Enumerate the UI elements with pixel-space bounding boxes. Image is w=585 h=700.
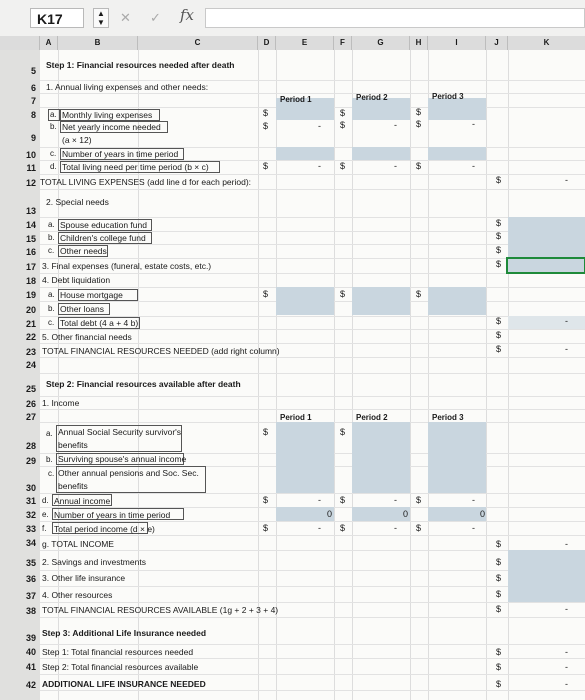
dollar-sign: $	[496, 245, 502, 255]
col-header-f[interactable]: F	[334, 36, 352, 50]
period2-label: Period 2	[356, 93, 388, 102]
input-cell[interactable]	[428, 507, 486, 521]
col-header-i[interactable]: I	[428, 36, 486, 50]
row-header-30[interactable]: 30	[25, 483, 36, 493]
total-debt-label: Total debt (4 a + 4 b)	[60, 318, 139, 328]
total-resources-available-label: TOTAL FINANCIAL RESOURCES AVAILABLE (1g + 2 + 3 + 4)	[42, 605, 279, 615]
letter: f.	[42, 524, 47, 533]
dash-value: -	[565, 679, 568, 689]
college-fund-label: Children's college fund	[60, 233, 146, 243]
letter: c.	[48, 469, 55, 478]
dash-value: -	[472, 161, 475, 171]
input-cell[interactable]	[508, 316, 585, 329]
zero-value: 0	[327, 509, 333, 519]
col-header-d[interactable]: D	[258, 36, 276, 50]
savings-label: 2. Savings and investments	[42, 557, 146, 567]
income-label: 1. Income	[42, 398, 80, 408]
period1-label: Period 1	[280, 95, 312, 104]
other-life-insurance-label: 3. Other life insurance	[42, 573, 126, 583]
name-box[interactable]: K17	[30, 8, 84, 28]
dollar-sign: $	[496, 316, 502, 326]
dollar-sign: $	[496, 573, 502, 583]
col-header-h[interactable]: H	[410, 36, 428, 50]
dollar-sign: $	[416, 161, 422, 171]
row-header-41[interactable]: 41	[25, 662, 36, 672]
col-header-a[interactable]: A	[40, 36, 58, 50]
dollar-sign: $	[263, 121, 269, 131]
row-header-6[interactable]: 6	[30, 83, 36, 93]
row-header-5[interactable]: 5	[30, 66, 36, 76]
step3-line1: Step 1: Total financial resources needed	[42, 647, 194, 657]
dollar-sign: $	[340, 108, 346, 118]
dollar-sign: $	[496, 231, 502, 241]
letter: d.	[42, 496, 49, 505]
row-header-14[interactable]: 14	[25, 220, 36, 230]
row-header-10[interactable]: 10	[25, 150, 36, 160]
dollar-sign: $	[496, 539, 502, 549]
letter: d.	[50, 162, 57, 171]
dash-value: -	[565, 662, 568, 672]
input-cell[interactable]	[276, 287, 334, 315]
row-header-16[interactable]: 16	[25, 247, 36, 257]
total-resources-needed-label: TOTAL FINANCIAL RESOURCES NEEDED (add right column)	[42, 346, 280, 356]
period1-label: Period 1	[280, 413, 312, 422]
dollar-sign: $	[340, 523, 346, 533]
step3-line2: Step 2: Total financial resources available	[42, 662, 199, 672]
dash-value: -	[565, 604, 568, 614]
row-header-39[interactable]: 39	[25, 633, 36, 643]
row-header-17[interactable]: 17	[25, 262, 36, 272]
row-header-25[interactable]: 25	[25, 384, 36, 394]
other-resources-label: 4. Other resources	[42, 590, 113, 600]
other-financial-needs-label: 5. Other financial needs	[42, 332, 132, 342]
letter: e.	[42, 510, 49, 519]
formula-note: (a × 12)	[62, 135, 92, 145]
other-loans-label: Other loans	[60, 304, 104, 314]
dollar-sign: $	[416, 523, 422, 533]
col-header-b[interactable]: B	[58, 36, 138, 50]
other-pensions-label-2: benefits	[58, 481, 88, 491]
row-header-19[interactable]: 19	[25, 290, 36, 300]
col-header-g[interactable]: G	[352, 36, 410, 50]
special-needs-label: 2. Special needs	[46, 197, 109, 207]
letter: c.	[48, 318, 55, 327]
dollar-sign: $	[263, 495, 269, 505]
debt-liquidation-label: 4. Debt liquidation	[42, 275, 111, 285]
row-header-34[interactable]: 34	[25, 538, 36, 548]
dollar-sign: $	[496, 330, 502, 340]
row-header-37[interactable]: 37	[25, 591, 36, 601]
row-header	[0, 50, 41, 700]
spouse-income-label: Surviving spouse's annual income	[58, 454, 187, 464]
input-cell[interactable]	[428, 147, 486, 160]
row-header-12[interactable]: 12	[25, 178, 36, 188]
step1-line1: 1. Annual living expenses and other needs:	[46, 82, 209, 92]
row-header-36[interactable]: 36	[25, 574, 36, 584]
cancel-icon[interactable]: ✕	[120, 10, 131, 25]
row-header-40[interactable]: 40	[25, 647, 36, 657]
row-header-33[interactable]: 33	[25, 524, 36, 534]
row-header-23[interactable]: 23	[25, 347, 36, 357]
row-header-26[interactable]: 26	[25, 399, 36, 409]
row-header-42[interactable]: 42	[25, 680, 36, 690]
row-header-22[interactable]: 22	[25, 332, 36, 342]
input-cell[interactable]	[276, 507, 334, 521]
dollar-sign: $	[496, 259, 502, 269]
dash-value: -	[565, 316, 568, 326]
dash-value: -	[318, 495, 321, 505]
row-header-18[interactable]: 18	[25, 276, 36, 286]
monthly-living-label: Monthly living expenses	[62, 110, 153, 120]
dash-value: -	[394, 523, 397, 533]
total-income-label: g. TOTAL INCOME	[42, 539, 114, 549]
input-cell[interactable]	[276, 147, 334, 160]
name-box-stepper-icon[interactable]: ▲ ▼	[93, 8, 109, 28]
row-header-31[interactable]: 31	[25, 496, 36, 506]
insert-function-icon[interactable]: fx	[180, 6, 195, 24]
row-header-24[interactable]: 24	[25, 360, 36, 370]
row-header-8[interactable]: 8	[30, 110, 36, 120]
select-all-corner[interactable]	[0, 36, 40, 50]
dollar-sign: $	[340, 427, 346, 437]
row-header-20[interactable]: 20	[25, 305, 36, 315]
row-header-11[interactable]: 11	[26, 163, 36, 173]
input-cell[interactable]	[428, 422, 486, 493]
dollar-sign: $	[416, 495, 422, 505]
letter: b.	[48, 304, 55, 313]
input-cell[interactable]	[508, 550, 585, 602]
net-yearly-label: Net yearly income needed	[62, 122, 161, 132]
dollar-sign: $	[496, 218, 502, 228]
letter: b.	[46, 455, 53, 464]
dollar-sign: $	[263, 427, 269, 437]
dollar-sign: $	[416, 107, 422, 117]
letter: b.	[50, 122, 57, 131]
input-cell[interactable]	[352, 287, 410, 315]
letter: a.	[46, 429, 53, 438]
dash-value: -	[318, 121, 321, 131]
dash-value: -	[472, 119, 475, 129]
dollar-sign: $	[496, 344, 502, 354]
social-security-label: Annual Social Security survivor's	[58, 427, 182, 437]
dollar-sign: $	[416, 289, 422, 299]
other-pensions-label: Other annual pensions and Soc. Sec.	[58, 468, 199, 478]
dash-value: -	[394, 161, 397, 171]
spouse-education-label: Spouse education fund	[60, 220, 147, 230]
row-header-28[interactable]: 28	[25, 441, 36, 451]
letter: c.	[50, 149, 57, 158]
dash-value: -	[565, 344, 568, 354]
confirm-icon[interactable]: ✓	[150, 10, 161, 25]
dash-value: -	[472, 523, 475, 533]
input-cell[interactable]	[352, 422, 410, 493]
dollar-sign: $	[496, 679, 502, 689]
dollar-sign: $	[496, 662, 502, 672]
dollar-sign: $	[263, 289, 269, 299]
dash-value: -	[318, 161, 321, 171]
row-header-27[interactable]: 27	[25, 412, 36, 422]
years-label: Number of years in time period	[62, 149, 179, 159]
dash-value: -	[394, 120, 397, 130]
years-period-label: Number of years in time period	[54, 510, 171, 520]
dollar-sign: $	[496, 604, 502, 614]
dollar-sign: $	[263, 108, 269, 118]
final-expenses-label: 3. Final expenses (funeral, estate costs, etc.)	[42, 261, 212, 271]
period2-label: Period 2	[356, 413, 388, 422]
dollar-sign: $	[496, 175, 502, 185]
input-cell[interactable]	[276, 422, 334, 493]
zero-value: 0	[480, 509, 486, 519]
input-cell[interactable]	[352, 507, 410, 521]
formula-input[interactable]	[205, 8, 585, 28]
dash-value: -	[472, 495, 475, 505]
social-security-label-2: benefits	[58, 440, 88, 450]
dollar-sign: $	[340, 120, 346, 130]
col-header-j[interactable]: J	[486, 36, 508, 50]
letter: c.	[48, 246, 55, 255]
input-cell[interactable]	[428, 287, 486, 315]
row-header-13[interactable]: 13	[25, 206, 36, 216]
dollar-sign: $	[416, 119, 422, 129]
selected-cell-k17[interactable]	[506, 257, 585, 274]
dollar-sign: $	[496, 589, 502, 599]
letter: a.	[48, 220, 55, 229]
dollar-sign: $	[340, 161, 346, 171]
input-cell[interactable]	[428, 98, 486, 120]
row-header-29[interactable]: 29	[25, 456, 36, 466]
row-header-21[interactable]: 21	[25, 319, 36, 329]
letter: a.	[50, 110, 57, 119]
row-header-15[interactable]: 15	[25, 234, 36, 244]
col-header-k[interactable]: K	[543, 38, 550, 47]
dollar-sign: $	[263, 161, 269, 171]
dash-value: -	[394, 495, 397, 505]
period3-label: Period 3	[432, 92, 464, 101]
dollar-sign: $	[263, 523, 269, 533]
dollar-sign: $	[340, 289, 346, 299]
dollar-sign: $	[340, 495, 346, 505]
dollar-sign: $	[496, 557, 502, 567]
dash-value: -	[565, 539, 568, 549]
row-header-9[interactable]: 9	[30, 133, 36, 143]
row-header-32[interactable]: 32	[25, 510, 36, 520]
other-needs-label: Other needs	[60, 246, 107, 256]
dollar-sign: $	[496, 647, 502, 657]
total-living-need-label: Total living need per time period (b × c)	[62, 162, 209, 172]
letter: b.	[48, 233, 55, 242]
row-header-38[interactable]: 38	[25, 606, 36, 616]
total-period-income-label: Total period income (d × e)	[54, 524, 155, 534]
period3-label: Period 3	[432, 413, 464, 422]
letter: a.	[48, 290, 55, 299]
row-header-35[interactable]: 35	[25, 558, 36, 568]
zero-value: 0	[403, 509, 409, 519]
step3-title: Step 3: Additional Life Insurance needed	[42, 628, 207, 638]
annual-income-label: Annual income	[54, 496, 111, 506]
column-header	[0, 36, 585, 51]
total-living-expenses-label: TOTAL LIVING EXPENSES (add line d for each period):	[40, 177, 252, 187]
additional-insurance-label: ADDITIONAL LIFE INSURANCE NEEDED	[42, 679, 206, 689]
dash-value: -	[565, 647, 568, 657]
step1-title: Step 1: Financial resources needed after death	[46, 60, 235, 70]
house-mortgage-label: House mortgage	[60, 290, 123, 300]
row-header-7[interactable]: 7	[30, 96, 36, 106]
worksheet-grid[interactable]	[40, 50, 585, 700]
formula-bar	[0, 0, 585, 37]
col-header-e[interactable]: E	[276, 36, 334, 50]
step2-title: Step 2: Financial resources available after death	[46, 379, 241, 389]
dash-value: -	[318, 523, 321, 533]
col-header-c[interactable]: C	[138, 36, 258, 50]
input-cell[interactable]	[352, 147, 410, 160]
dash-value: -	[565, 175, 568, 185]
